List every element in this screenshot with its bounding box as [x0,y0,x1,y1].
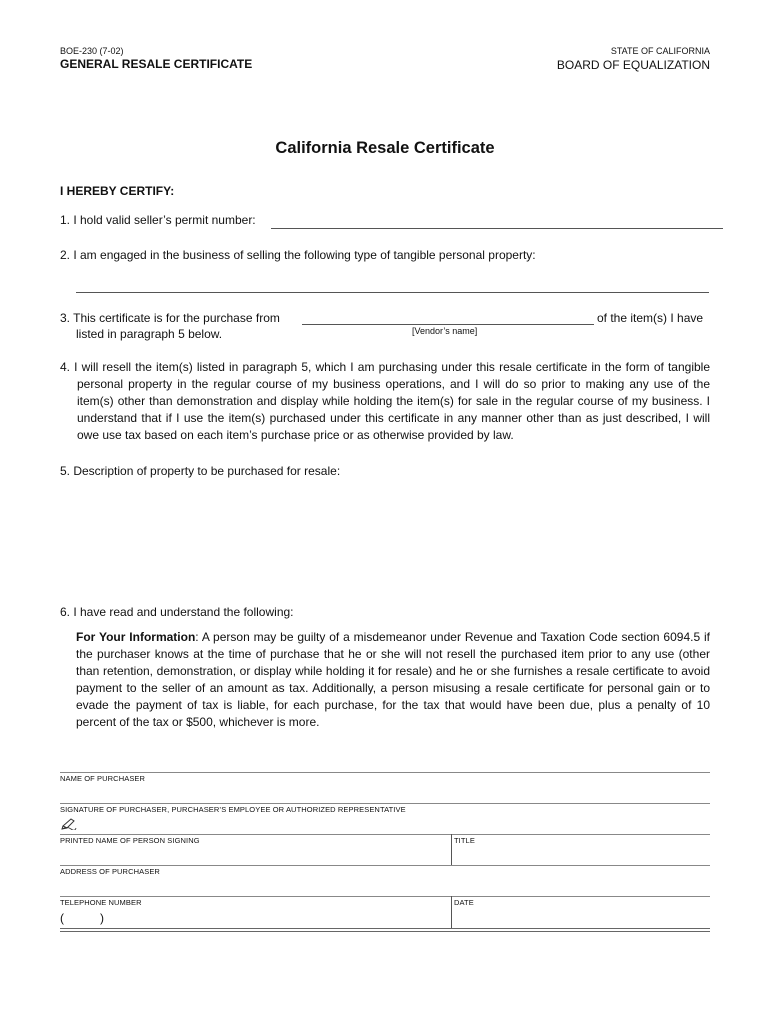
board-label: BOARD OF EQUALIZATION [556,58,710,72]
property-description-area[interactable] [76,484,710,594]
name-of-purchaser-input[interactable] [60,784,710,803]
title-input[interactable] [454,846,710,865]
printed-name-input[interactable] [60,846,450,865]
signature-input[interactable] [60,815,710,834]
page-title: California Resale Certificate [275,139,495,157]
form-code: BOE-230 (7-02) [60,46,124,56]
item-5-text: 5. Description of property to be purchased for resale: [60,464,341,478]
title-label: TITLE [454,836,475,845]
divider [60,931,710,932]
fyi-paragraph [76,629,710,731]
divider [60,896,710,897]
item-4-paragraph [60,359,710,444]
pen-sign-icon [61,817,77,835]
divider [60,928,710,929]
certify-heading: I HEREBY CERTIFY: [60,184,175,198]
printed-name-label: PRINTED NAME OF PERSON SIGNING [60,836,200,845]
sellers-permit-input-line[interactable] [271,228,723,229]
item-3-text-cont: listed in paragraph 5 below. [76,327,223,341]
vendor-name-caption: [Vendor’s name] [412,326,478,336]
vertical-divider [451,834,452,865]
signature-label: SIGNATURE OF PURCHASER, PURCHASER’S EMPLOYEE OR AUTHORIZED REPRESENTATIVE [60,805,406,814]
date-label: DATE [454,898,474,907]
vendor-name-input-line[interactable] [302,324,594,325]
divider [60,834,710,835]
divider [60,772,710,773]
divider [60,865,710,866]
telephone-input[interactable] [60,908,450,928]
item-1-text: 1. I hold valid seller’s permit number: [60,213,256,227]
vertical-divider [451,896,452,928]
item-6-text: 6. I have read and understand the following: [60,605,294,619]
fyi-text: : A person may be guilty of a misdemeanor under Revenue and Taxation Code section 6094.5 if the purchaser knows at the time of purchase that he or she will not resell the purchased item prior to any use (other than retention, demonstration, or display while holding it for resale) and he or she furnishes a resale certificate to avoid payment to the seller of an amount as tax. Additionally, a person misusing a resale certificate for personal gain or to evade the payment of tax is liable, for each purchase, for the tax that would have been due, plus a penalty of 10 percent of the tax or $500, whichever is more. [76,630,710,729]
form-name: GENERAL RESALE CERTIFICATE [60,57,253,71]
state-label: STATE OF CALIFORNIA [610,46,710,56]
item-3-text-end: of the item(s) I have [597,311,704,325]
address-label: ADDRESS OF PURCHASER [60,867,160,876]
address-input[interactable] [60,877,710,896]
divider [60,803,710,804]
phone-paren-open: ( [60,911,64,925]
item-3-text: 3. This certificate is for the purchase from [60,311,280,325]
phone-paren-close: ) [100,911,104,925]
telephone-label: TELEPHONE NUMBER [60,898,142,907]
name-of-purchaser-label: NAME OF PURCHASER [60,774,146,783]
property-type-input-line[interactable] [76,292,709,293]
date-input[interactable] [454,908,710,928]
item-2-text: 2. I am engaged in the business of selling the following type of tangible personal property: [60,248,536,262]
item-4-text: 4. I will resell the item(s) listed in paragraph 5, which I am purchasing under this resale certificate in the form of tangible personal property in the regular course of my business operations, and I will do so prior to making any use of the item(s) other than demonstration and display while holding the item(s) for sale in the regular course of my business. I understand that if I use the item(s) purchased under this certificate in any manner other than as just described, I will owe use tax based on each item’s purchase price or as otherwise provided by law. [60,360,710,442]
fyi-label: For Your Information [76,630,196,644]
